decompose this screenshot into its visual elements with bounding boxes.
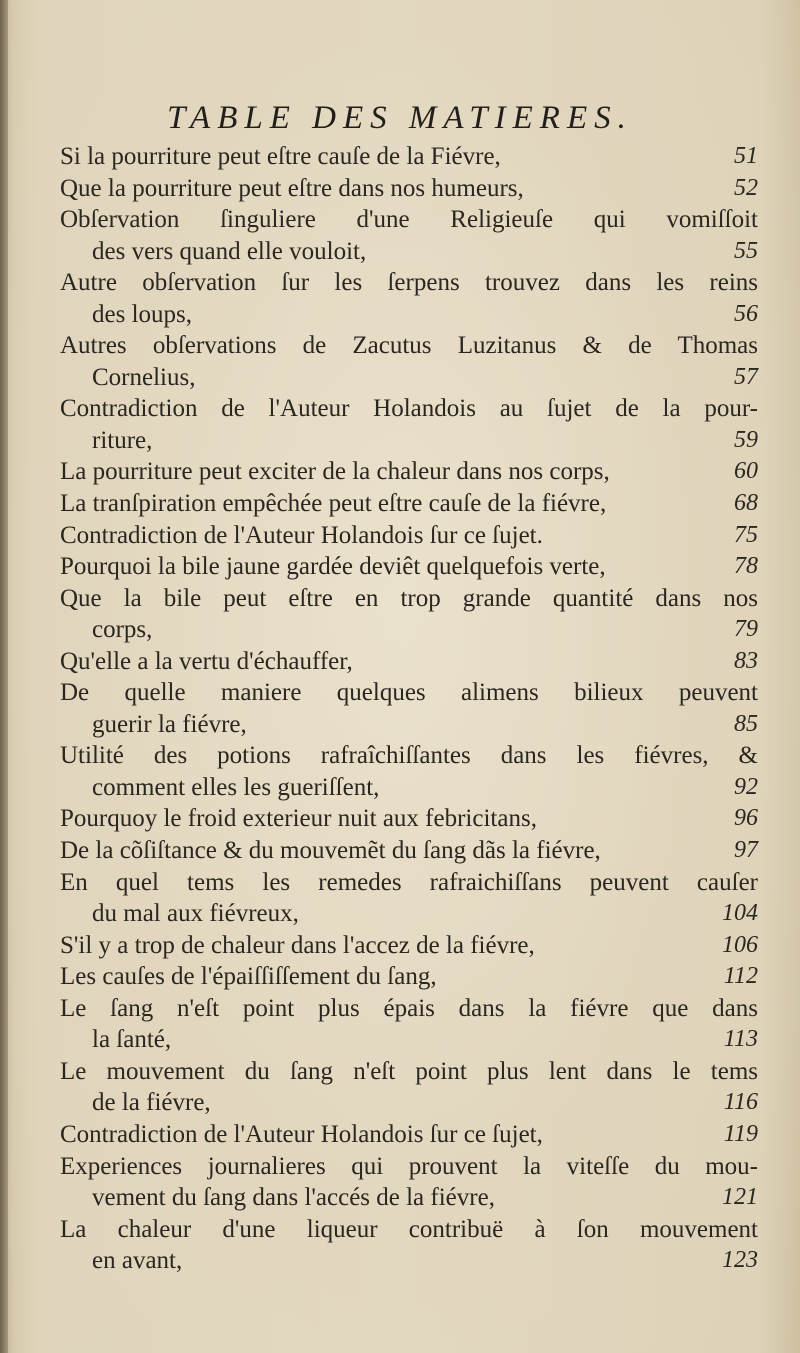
toc-entry-text: Autre obſervation ſur les ſerpens trouvez dans les reins bbox=[60, 269, 758, 297]
toc-entry-line bbox=[60, 456, 758, 488]
toc-entry-text: Utilité des potions rafraîchiſſantes dans les fiévres, & bbox=[60, 742, 758, 770]
toc-entry-page-number: 97 bbox=[734, 837, 758, 864]
toc-entry-text: des loups, bbox=[92, 300, 192, 328]
toc-entry-text: La chaleur d'une liqueur contribuë à ſon mouvement bbox=[60, 1215, 758, 1243]
toc-entry-line bbox=[60, 1087, 758, 1119]
toc-entry-line bbox=[60, 930, 758, 962]
toc-entry-line bbox=[60, 1182, 758, 1214]
toc-entry-line bbox=[60, 299, 758, 331]
toc-entry-text: Les cauſes de l'épaiſſiſſement du ſang, bbox=[60, 963, 437, 991]
toc-entry-text: Obſervation ſinguliere d'une Religieuſe qui vomiſſoit bbox=[60, 206, 758, 234]
toc-entry-text: Que la bile peut eſtre en trop grande quantité dans nos bbox=[60, 584, 758, 612]
toc-entry-text: Contradiction de l'Auteur Holandois ſur ce ſujet, bbox=[60, 1120, 543, 1148]
toc-entry-page-number: 119 bbox=[723, 1120, 758, 1147]
toc-entry-text: la ſanté, bbox=[92, 1026, 172, 1054]
toc-entry-line bbox=[60, 551, 758, 583]
toc-entry-line bbox=[60, 204, 758, 236]
toc-entry-text: Si la pourriture peut eſtre cauſe de la Fiévre, bbox=[60, 143, 501, 170]
toc-entry-text: du mal aux fiévreux, bbox=[92, 900, 299, 928]
toc-entry-line bbox=[60, 1245, 758, 1277]
toc-entry-page-number: 78 bbox=[734, 553, 758, 580]
toc-entry-line bbox=[60, 961, 758, 993]
toc-entry-page-number: 79 bbox=[734, 616, 758, 643]
toc-entry-text: Cornelius, bbox=[92, 363, 196, 391]
toc-entry-text: Autres obſervations de Zacutus Luzitanus & de Thomas bbox=[60, 332, 758, 360]
toc-entry-line bbox=[60, 393, 758, 425]
toc-entry-text: Pourquoi la bile jaune gardée deviêt quelquefois verte, bbox=[60, 553, 606, 581]
toc-entry-text: guerir la fiévre, bbox=[92, 710, 247, 738]
toc-entry-page-number: 92 bbox=[734, 773, 758, 800]
toc-entry-line bbox=[60, 583, 758, 615]
toc-entry-page-number: 52 bbox=[734, 174, 758, 201]
toc-entry-page-number: 96 bbox=[734, 805, 758, 832]
toc-entry-line bbox=[60, 520, 758, 552]
toc-entry-page-number: 59 bbox=[734, 426, 758, 453]
toc-entry-line bbox=[60, 803, 758, 835]
toc-entry-line bbox=[60, 993, 758, 1025]
toc-entry-line bbox=[60, 173, 758, 205]
toc-entry-line bbox=[60, 425, 758, 457]
toc-entry-page-number: 106 bbox=[722, 931, 758, 958]
toc-entry-text: Experiences journalieres qui prouvent la viteſſe du mou- bbox=[60, 1152, 758, 1180]
toc-entry-line bbox=[60, 1024, 758, 1056]
toc-entry-page-number: 75 bbox=[734, 521, 758, 548]
toc-entry-text: Qu'elle a la vertu d'échauffer, bbox=[60, 647, 353, 675]
toc-entry-line bbox=[60, 488, 758, 520]
toc-entry-page-number: 113 bbox=[723, 1026, 758, 1053]
toc-entry-text: S'il y a trop de chaleur dans l'accez de la fiévre, bbox=[60, 931, 535, 959]
toc-entry-line bbox=[60, 1214, 758, 1246]
toc-entry-line bbox=[60, 330, 758, 362]
toc-entry-text: La pourriture peut exciter de la chaleur dans nos corps, bbox=[60, 458, 610, 486]
toc-entry-text: Le mouvement du ſang n'eſt point plus lent dans le tems bbox=[60, 1057, 758, 1085]
toc-entry-line bbox=[60, 267, 758, 299]
toc-entry-line bbox=[60, 709, 758, 741]
toc-entry-text: comment elles les gueriſſent, bbox=[92, 773, 380, 801]
toc-entry-text: Contradiction de l'Auteur Holandois ſur ce ſujet. bbox=[60, 521, 543, 549]
toc-entry-line bbox=[60, 1119, 758, 1151]
toc-entry-text: en avant, bbox=[92, 1247, 183, 1275]
toc-entry-text: La tranſpiration empêchée peut eſtre cauſe de la fiévre, bbox=[60, 490, 607, 518]
toc-entry-line bbox=[60, 677, 758, 709]
toc-entry-line bbox=[60, 898, 758, 930]
toc-entry-line bbox=[60, 835, 758, 867]
toc-entry-text: Le ſang n'eſt point plus épais dans la fiévre que dans bbox=[60, 994, 758, 1022]
toc-entry-line bbox=[60, 141, 758, 173]
toc-entry-page-number: 68 bbox=[734, 490, 758, 517]
toc-entry-text: vement du ſang dans l'accés de la fiévre, bbox=[92, 1184, 495, 1212]
toc-entry-text: Contradiction de l'Auteur Holandois au ſujet de la pour- bbox=[60, 395, 758, 423]
toc-entry-page-number: 55 bbox=[734, 237, 758, 264]
toc-entry-line bbox=[60, 1151, 758, 1183]
toc-entry-line bbox=[60, 772, 758, 804]
toc-entry-text: De la cõſiſtance & du mouvemẽt du ſang dãs la fiévre, bbox=[60, 837, 601, 865]
toc-entry-page-number: 57 bbox=[734, 363, 758, 390]
toc-entry-text: des vers quand elle vouloit, bbox=[92, 237, 367, 265]
toc-entry-line bbox=[60, 646, 758, 678]
toc-entry-line bbox=[60, 1056, 758, 1088]
running-head-title: TABLE DES MATIERES. bbox=[167, 100, 633, 136]
toc-entry-page-number: 112 bbox=[723, 963, 758, 990]
toc-entry-page-number: 56 bbox=[734, 300, 758, 327]
toc-entry-page-number: 123 bbox=[722, 1247, 758, 1274]
toc-entry-page-number: 85 bbox=[734, 710, 758, 737]
toc-entry-page-number: 51 bbox=[734, 143, 758, 169]
toc-entry-text: De quelle maniere quelques alimens bilieux peuvent bbox=[60, 679, 758, 707]
toc-entry-text: Que la pourriture peut eſtre dans nos humeurs, bbox=[60, 174, 524, 202]
toc-entry-line bbox=[60, 740, 758, 772]
toc-entry-line bbox=[60, 867, 758, 899]
toc-entry-text: de la fiévre, bbox=[92, 1089, 211, 1117]
toc-entry-page-number: 60 bbox=[734, 458, 758, 485]
toc-entry-page-number: 83 bbox=[734, 647, 758, 674]
toc-entry-text: Pourquoy le froid exterieur nuit aux febricitans, bbox=[60, 805, 537, 833]
toc-entry-page-number: 116 bbox=[723, 1089, 758, 1116]
toc-entry-line bbox=[60, 614, 758, 646]
toc-entry-page-number: 104 bbox=[722, 900, 758, 927]
toc-entry-text: riture, bbox=[92, 426, 153, 454]
page-spine-edge bbox=[0, 0, 8, 1353]
toc-entry-line bbox=[60, 362, 758, 394]
table-of-contents-list bbox=[60, 141, 758, 1277]
toc-entry-text: En quel tems les remedes rafraichiſſans peuvent cauſer bbox=[60, 868, 758, 896]
toc-entry-line bbox=[60, 236, 758, 268]
toc-entry-text: corps, bbox=[92, 616, 153, 644]
toc-entry-page-number: 121 bbox=[722, 1184, 758, 1211]
